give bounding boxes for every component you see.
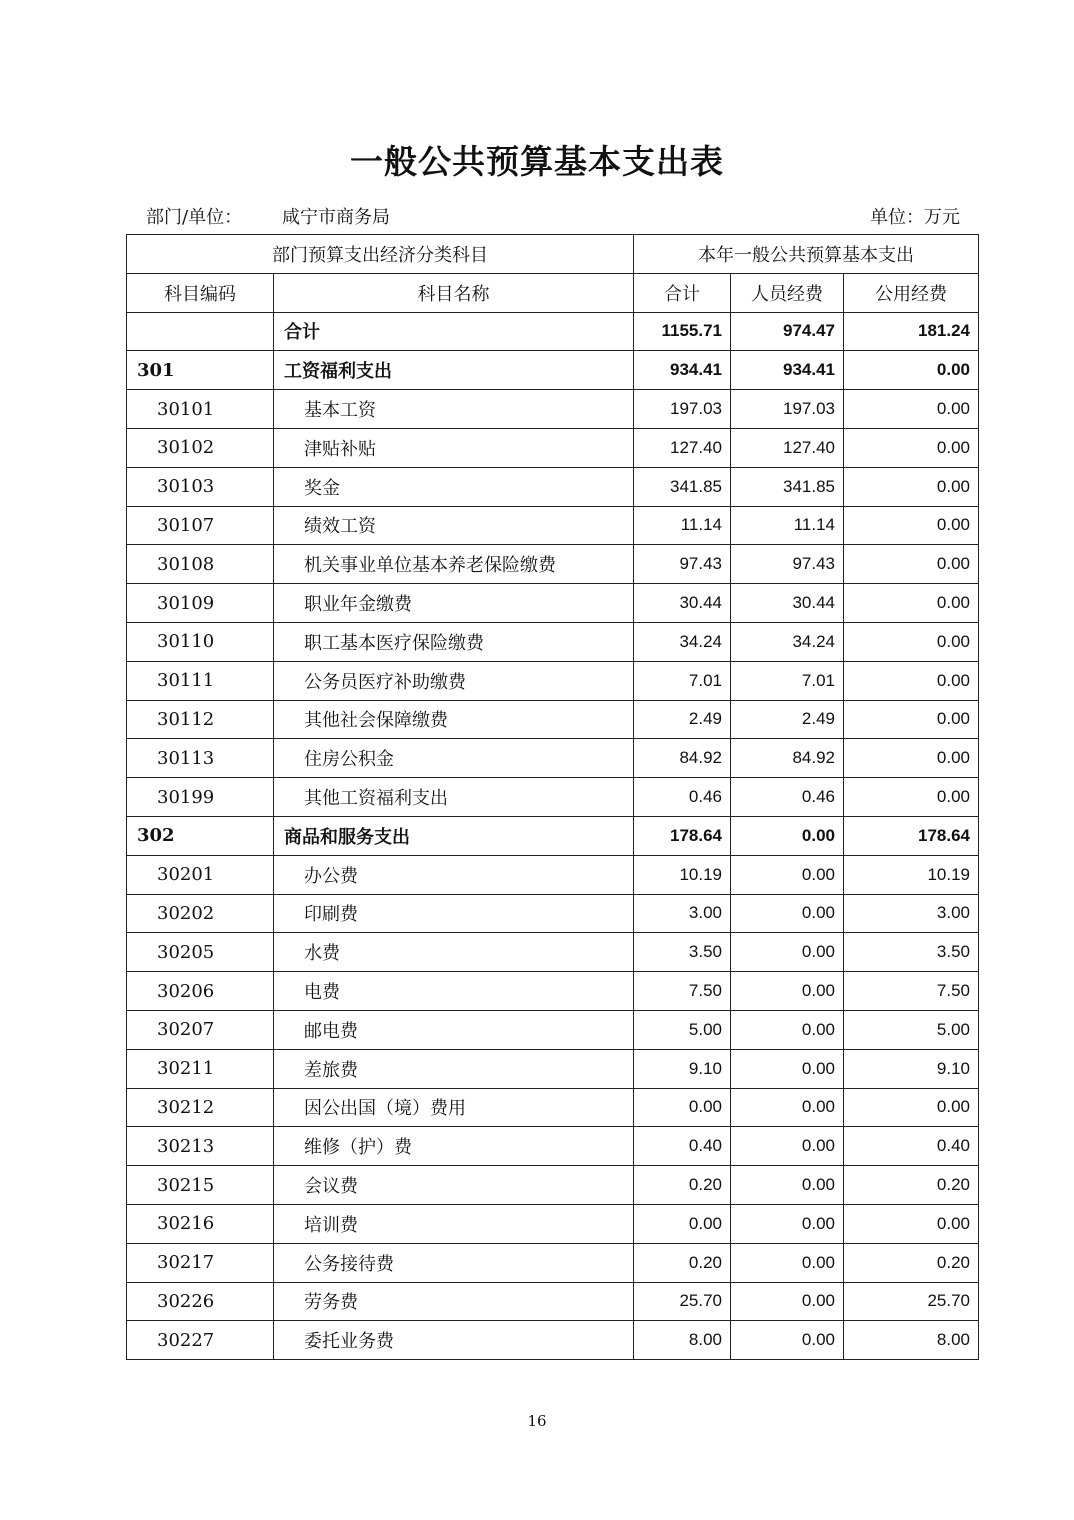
row-personnel: 0.00 — [731, 933, 844, 972]
row-name: 会议费 — [274, 1166, 634, 1205]
table-row — [127, 778, 979, 817]
row-personnel: 0.00 — [731, 1282, 844, 1321]
row-code: 30109 — [127, 584, 274, 623]
row-name: 印刷费 — [274, 894, 634, 933]
row-name: 水费 — [274, 933, 634, 972]
row-public: 7.50 — [844, 972, 979, 1011]
header-name: 科目名称 — [274, 273, 634, 312]
row-personnel: 2.49 — [731, 700, 844, 739]
row-code: 30227 — [127, 1321, 274, 1360]
row-code: 30101 — [127, 390, 274, 429]
header-code: 科目编码 — [127, 273, 274, 312]
row-personnel: 97.43 — [731, 545, 844, 584]
header-group-expenditure: 本年一般公共预算基本支出 — [634, 235, 979, 274]
budget-table — [126, 234, 979, 1360]
row-total: 3.50 — [634, 933, 731, 972]
row-code: 30205 — [127, 933, 274, 972]
row-code: 30102 — [127, 428, 274, 467]
row-public: 0.00 — [844, 351, 979, 390]
table-row — [127, 1010, 979, 1049]
table-row — [127, 1204, 979, 1243]
table-row — [127, 855, 979, 894]
row-total: 7.01 — [634, 661, 731, 700]
row-personnel: 0.00 — [731, 816, 844, 855]
row-name: 商品和服务支出 — [274, 816, 634, 855]
row-name: 邮电费 — [274, 1010, 634, 1049]
table-row — [127, 972, 979, 1011]
page-title: 一般公共预算基本支出表 — [350, 142, 724, 181]
row-personnel: 34.24 — [731, 622, 844, 661]
row-total: 0.40 — [634, 1127, 731, 1166]
row-code — [127, 312, 274, 351]
table-row — [127, 506, 979, 545]
row-personnel: 0.46 — [731, 778, 844, 817]
row-code: 30110 — [127, 622, 274, 661]
row-name: 维修（护）费 — [274, 1127, 634, 1166]
row-total: 934.41 — [634, 351, 731, 390]
row-personnel: 0.00 — [731, 894, 844, 933]
row-personnel: 341.85 — [731, 467, 844, 506]
row-code: 30201 — [127, 855, 274, 894]
row-total: 97.43 — [634, 545, 731, 584]
row-public: 0.00 — [844, 467, 979, 506]
row-personnel: 974.47 — [731, 312, 844, 351]
row-personnel: 0.00 — [731, 972, 844, 1011]
table-row — [127, 584, 979, 623]
row-name: 其他社会保障缴费 — [274, 700, 634, 739]
row-public: 0.00 — [844, 1088, 979, 1127]
table-row — [127, 1127, 979, 1166]
table-row — [127, 622, 979, 661]
row-total: 2.49 — [634, 700, 731, 739]
row-public: 25.70 — [844, 1282, 979, 1321]
row-name: 工资福利支出 — [274, 351, 634, 390]
row-code: 30112 — [127, 700, 274, 739]
row-name: 公务员医疗补助缴费 — [274, 661, 634, 700]
row-public: 0.00 — [844, 622, 979, 661]
row-personnel: 84.92 — [731, 739, 844, 778]
dept-label: 部门/单位： — [146, 207, 243, 228]
row-name: 劳务费 — [274, 1282, 634, 1321]
row-personnel: 0.00 — [731, 855, 844, 894]
row-personnel: 7.01 — [731, 661, 844, 700]
dept-value: 咸宁市商务局 — [282, 207, 390, 228]
row-name: 电费 — [274, 972, 634, 1011]
row-total: 1155.71 — [634, 312, 731, 351]
row-code: 30107 — [127, 506, 274, 545]
row-personnel: 0.00 — [731, 1243, 844, 1282]
row-public: 0.00 — [844, 584, 979, 623]
row-public: 0.00 — [844, 545, 979, 584]
row-code: 30211 — [127, 1049, 274, 1088]
row-public: 0.20 — [844, 1166, 979, 1205]
row-personnel: 0.00 — [731, 1204, 844, 1243]
row-total: 34.24 — [634, 622, 731, 661]
row-public: 0.00 — [844, 1204, 979, 1243]
row-total: 25.70 — [634, 1282, 731, 1321]
row-total: 0.20 — [634, 1166, 731, 1205]
table-row — [127, 390, 979, 429]
row-personnel: 127.40 — [731, 428, 844, 467]
row-total: 178.64 — [634, 816, 731, 855]
row-total: 9.10 — [634, 1049, 731, 1088]
row-personnel: 197.03 — [731, 390, 844, 429]
page-number: 16 — [527, 1412, 547, 1430]
row-code: 30111 — [127, 661, 274, 700]
table-row — [127, 1321, 979, 1360]
table-row — [127, 1049, 979, 1088]
row-name: 合计 — [274, 312, 634, 351]
row-name: 公务接待费 — [274, 1243, 634, 1282]
row-total: 0.00 — [634, 1204, 731, 1243]
row-name: 职业年金缴费 — [274, 584, 634, 623]
row-public: 0.00 — [844, 661, 979, 700]
row-name: 办公费 — [274, 855, 634, 894]
row-public: 0.00 — [844, 739, 979, 778]
row-public: 0.20 — [844, 1243, 979, 1282]
table-body — [127, 312, 979, 1360]
row-name: 职工基本医疗保险缴费 — [274, 622, 634, 661]
row-name: 其他工资福利支出 — [274, 778, 634, 817]
table-row — [127, 700, 979, 739]
header-total: 合计 — [634, 273, 731, 312]
row-total: 197.03 — [634, 390, 731, 429]
row-name: 住房公积金 — [274, 739, 634, 778]
row-code: 30217 — [127, 1243, 274, 1282]
row-total: 11.14 — [634, 506, 731, 545]
row-public: 3.00 — [844, 894, 979, 933]
row-name: 差旅费 — [274, 1049, 634, 1088]
row-personnel: 11.14 — [731, 506, 844, 545]
row-name: 委托业务费 — [274, 1321, 634, 1360]
row-name: 因公出国（境）费用 — [274, 1088, 634, 1127]
row-personnel: 0.00 — [731, 1321, 844, 1360]
row-total: 7.50 — [634, 972, 731, 1011]
row-public: 0.00 — [844, 778, 979, 817]
row-public: 0.00 — [844, 428, 979, 467]
row-code: 302 — [127, 816, 274, 855]
row-public: 0.00 — [844, 390, 979, 429]
row-total: 127.40 — [634, 428, 731, 467]
row-total: 10.19 — [634, 855, 731, 894]
row-name: 绩效工资 — [274, 506, 634, 545]
row-personnel: 0.00 — [731, 1127, 844, 1166]
row-total: 341.85 — [634, 467, 731, 506]
row-personnel: 934.41 — [731, 351, 844, 390]
header-group-classification: 部门预算支出经济分类科目 — [127, 235, 634, 274]
table-row — [127, 661, 979, 700]
table-row — [127, 816, 979, 855]
row-code: 30103 — [127, 467, 274, 506]
row-personnel: 0.00 — [731, 1166, 844, 1205]
row-personnel: 0.00 — [731, 1088, 844, 1127]
row-code: 30113 — [127, 739, 274, 778]
row-code: 30207 — [127, 1010, 274, 1049]
table-row — [127, 1088, 979, 1127]
table-row — [127, 467, 979, 506]
table-row — [127, 312, 979, 351]
row-name: 培训费 — [274, 1204, 634, 1243]
row-public: 8.00 — [844, 1321, 979, 1360]
row-code: 301 — [127, 351, 274, 390]
row-total: 5.00 — [634, 1010, 731, 1049]
row-code: 30206 — [127, 972, 274, 1011]
row-public: 3.50 — [844, 933, 979, 972]
table-row — [127, 1243, 979, 1282]
row-total: 0.00 — [634, 1088, 731, 1127]
unit-label: 单位：万元 — [870, 207, 960, 228]
table-row — [127, 351, 979, 390]
row-public: 10.19 — [844, 855, 979, 894]
row-code: 30213 — [127, 1127, 274, 1166]
row-name: 基本工资 — [274, 390, 634, 429]
row-code: 30199 — [127, 778, 274, 817]
row-code: 30215 — [127, 1166, 274, 1205]
row-total: 3.00 — [634, 894, 731, 933]
table-row — [127, 428, 979, 467]
table-row — [127, 1166, 979, 1205]
row-personnel: 0.00 — [731, 1049, 844, 1088]
row-personnel: 0.00 — [731, 1010, 844, 1049]
row-total: 0.46 — [634, 778, 731, 817]
table-row — [127, 739, 979, 778]
table-row — [127, 545, 979, 584]
table-row — [127, 933, 979, 972]
row-name: 机关事业单位基本养老保险缴费 — [274, 545, 634, 584]
row-total: 8.00 — [634, 1321, 731, 1360]
row-public: 181.24 — [844, 312, 979, 351]
row-total: 0.20 — [634, 1243, 731, 1282]
row-name: 奖金 — [274, 467, 634, 506]
row-total: 30.44 — [634, 584, 731, 623]
row-code: 30212 — [127, 1088, 274, 1127]
row-public: 5.00 — [844, 1010, 979, 1049]
row-code: 30108 — [127, 545, 274, 584]
header-public: 公用经费 — [844, 273, 979, 312]
row-code: 30202 — [127, 894, 274, 933]
row-total: 84.92 — [634, 739, 731, 778]
row-code: 30226 — [127, 1282, 274, 1321]
row-personnel: 30.44 — [731, 584, 844, 623]
table-row — [127, 1282, 979, 1321]
table-row — [127, 894, 979, 933]
row-code: 30216 — [127, 1204, 274, 1243]
row-public: 0.00 — [844, 506, 979, 545]
row-public: 0.40 — [844, 1127, 979, 1166]
header-personnel: 人员经费 — [731, 273, 844, 312]
row-public: 9.10 — [844, 1049, 979, 1088]
row-name: 津贴补贴 — [274, 428, 634, 467]
row-public: 178.64 — [844, 816, 979, 855]
row-public: 0.00 — [844, 700, 979, 739]
